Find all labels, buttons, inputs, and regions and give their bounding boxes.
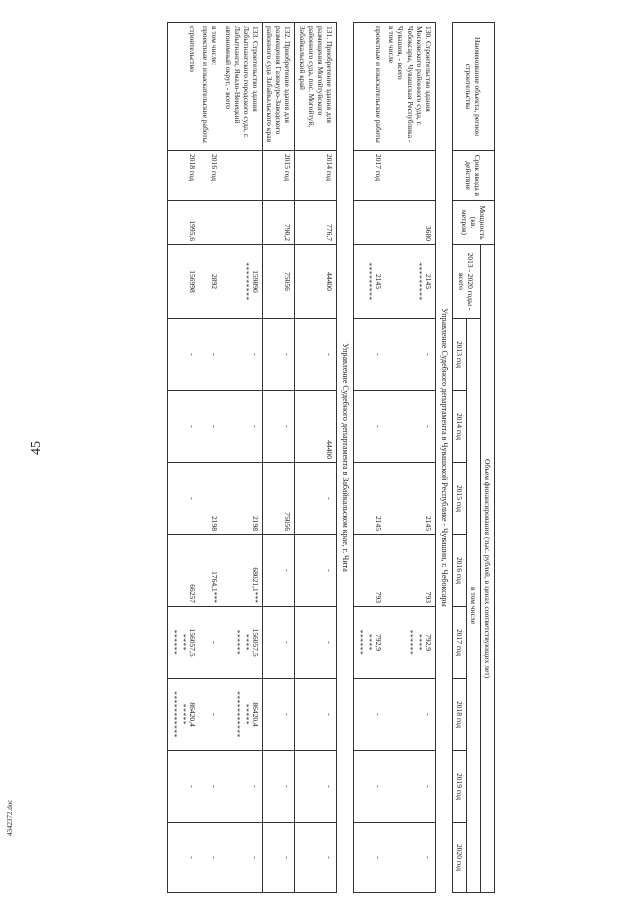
cell-2015: - [295, 463, 337, 535]
cell-2018: 86420,4 ***** *********** [221, 679, 262, 751]
header-capacity: Мощность (кв. метров) [452, 201, 494, 245]
cell-name: 132. Приобретение здания для размещения Газимуро-Заводского районного суда Забайкальского края [262, 23, 294, 151]
header-year: 2016 год [452, 535, 466, 607]
header-total: 2013 - 2020 годы - всего [452, 245, 480, 319]
cell-2020: - [295, 823, 337, 893]
cell-2015: - [167, 463, 199, 535]
funding-table [167, 22, 495, 893]
cell-2020: - [262, 823, 294, 893]
cell-name: 130. Строительство здания Московского районного суда, г. Чебоксары, Чувашская Республика - Чувашия, - всего в том числе [385, 23, 435, 151]
cell-total: 2145 ********* [385, 245, 435, 319]
cell-2015: 2145 [353, 463, 385, 535]
cell-2014: - [221, 391, 262, 463]
cell-capacity: 3680 [385, 201, 435, 245]
cell-2016: 66257 [167, 535, 199, 607]
cell-term: 2014 год [295, 151, 337, 201]
cell-total: 2892 [199, 245, 221, 319]
section-row [336, 23, 353, 893]
section-title: Управление Судебного департамента в Чувашской Республике - Чувашии, г. Чебоксары [435, 23, 452, 893]
cell-total: 159890 ********* [221, 245, 262, 319]
header-name: Наименование объекта, регион строительства [452, 23, 494, 151]
cell-2015: 2198 [221, 463, 262, 535]
cell-2019: - [167, 751, 199, 823]
table-row [262, 23, 294, 893]
cell-2014: 44400 [295, 391, 337, 463]
cell-capacity [221, 201, 262, 245]
cell-2019: - [199, 751, 221, 823]
table-row [199, 23, 221, 893]
cell-capacity: 776,7 [295, 201, 337, 245]
table-header [452, 23, 494, 893]
cell-2018: - [295, 679, 337, 751]
cell-2014: - [199, 391, 221, 463]
cell-2018: 86420,4 ***** *********** [167, 679, 199, 751]
header-year: 2017 год [452, 607, 466, 679]
table-row [385, 23, 435, 893]
cell-capacity: 790,2 [262, 201, 294, 245]
cell-2017: - [199, 607, 221, 679]
cell-2013: - [353, 319, 385, 391]
cell-capacity: 1995,6 [167, 201, 199, 245]
cell-total: 44400 [295, 245, 337, 319]
cell-2018: - [353, 679, 385, 751]
cell-2016: 68021,1*** [221, 535, 262, 607]
cell-2014: - [353, 391, 385, 463]
table-row [353, 23, 385, 893]
cell-2014: - [167, 391, 199, 463]
cell-2019: - [295, 751, 337, 823]
cell-2015: 2145 [385, 463, 435, 535]
cell-2016: 1764,1*** [199, 535, 221, 607]
cell-2019: - [221, 751, 262, 823]
cell-2019: - [385, 751, 435, 823]
cell-name: проектные и изыскательские работы [353, 23, 385, 151]
cell-capacity [199, 201, 221, 245]
header-year: 2020 год [452, 823, 466, 893]
cell-2017: - [295, 607, 337, 679]
cell-name: 133. Строительство здания Лабытнангского городского суда, г. Лабытнанги, Ямало-Ненецкий автономный округ, - всего [221, 23, 262, 151]
cell-2019: - [353, 751, 385, 823]
cell-2017: 792,9 **** ****** [353, 607, 385, 679]
cell-term: 2016 год [199, 151, 221, 201]
cell-2014: - [262, 391, 294, 463]
cell-2016: - [262, 535, 294, 607]
cell-2019: - [262, 751, 294, 823]
cell-2017: 792,9 **** ****** [385, 607, 435, 679]
header-funding: Объем финансирования (тыс. рублей, в ценах соответствующих лет) [480, 245, 494, 893]
cell-2014: - [385, 391, 435, 463]
cell-2013: - [262, 319, 294, 391]
cell-2013: - [199, 319, 221, 391]
cell-term: 2015 год [262, 151, 294, 201]
cell-2017: 156057,5 **** ****** [221, 607, 262, 679]
header-year: 2013 год [452, 319, 466, 391]
cell-2015: 2198 [199, 463, 221, 535]
cell-2013: - [167, 319, 199, 391]
cell-2017: - [262, 607, 294, 679]
header-year: 2018 год [452, 679, 466, 751]
cell-2016: 793 [385, 535, 435, 607]
section-title: Управление Судебного департамента в Забайкальском крае, г. Чита [336, 23, 353, 893]
page-number: 45 [29, 441, 44, 455]
cell-2018: - [385, 679, 435, 751]
cell-2018: - [199, 679, 221, 751]
cell-2013: - [221, 319, 262, 391]
cell-name: 131. Приобретение здания для размещения Могойтуйского районного суда, пос. Могойтуй, Забайкальский край [295, 23, 337, 151]
section-row [435, 23, 452, 893]
cell-2013: - [295, 319, 337, 391]
cell-2020: - [199, 823, 221, 893]
cell-total: 75056 [262, 245, 294, 319]
header-year: 2015 год [452, 463, 466, 535]
cell-2018: - [262, 679, 294, 751]
cell-term: 2018 год [167, 151, 199, 201]
cell-total: 156998 [167, 245, 199, 319]
cell-2016: - [295, 535, 337, 607]
table-row [295, 23, 337, 893]
cell-2015: 75056 [262, 463, 294, 535]
footer-filename: 4342372.doc [6, 799, 14, 836]
cell-2020: - [221, 823, 262, 893]
cell-2020: - [167, 823, 199, 893]
header-incl: в том числе [466, 319, 480, 893]
header-year: 2014 год [452, 391, 466, 463]
cell-2016: 793 [353, 535, 385, 607]
cell-term: 2017 год [353, 151, 385, 201]
cell-2020: - [353, 823, 385, 893]
cell-name: строительство [167, 23, 199, 151]
cell-2020: - [385, 823, 435, 893]
cell-2013: - [385, 319, 435, 391]
header-year: 2019 год [452, 751, 466, 823]
cell-capacity [353, 201, 385, 245]
cell-total: 2145 ********* [353, 245, 385, 319]
table-row [167, 23, 199, 893]
cell-term [385, 151, 435, 201]
cell-term [221, 151, 262, 201]
cell-name: в том числе: проектные и изыскательские работы [199, 23, 221, 151]
header-commission: Срок ввода в действие [452, 151, 494, 201]
cell-2017: 156057,5 **** ****** [167, 607, 199, 679]
table-row [221, 23, 262, 893]
